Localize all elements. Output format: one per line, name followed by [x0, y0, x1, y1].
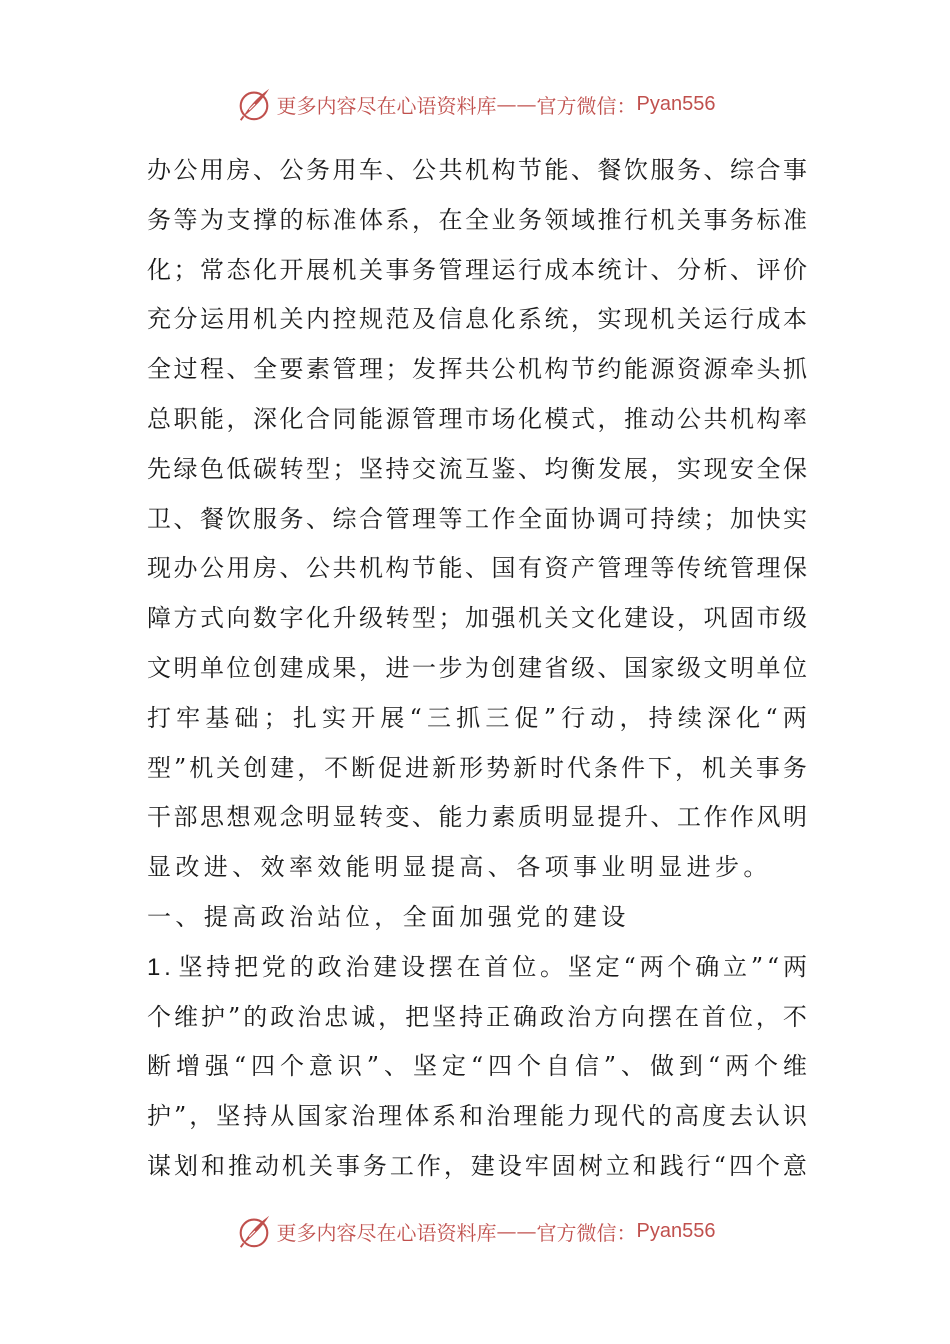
watermark-account: Pyan556: [636, 92, 716, 115]
quill-pen-circle-icon: [235, 85, 273, 123]
body-line: 谋 划 和 推 动 机 关 事 务 工 作 ， 建 设 牢 固 树 立 和 践 行 “ 四 个 意: [147, 1151, 807, 1180]
header-watermark: [0, 84, 950, 124]
body-line: 文 明 单 位 创 建 成 果 ， 进 一 步 为 创 建 省 级 、 国 家 级 文 明 单 位: [147, 653, 807, 682]
body-line: 障 方 式 向 数 字 化 升 级 转 型 ； 加 强 机 关 文 化 建 设 ， 巩 固 市 级: [147, 604, 807, 633]
body-line: 打 牢 基 础 ； 扎 实 开 展 “ 三 抓 三 促 ” 行 动 ， 持 续 深 化 “ 两: [147, 703, 807, 732]
section-heading: 一、提高政治站位，全面加强党的建设: [147, 902, 630, 931]
body-line: 干 部 思 想 观 念 明 显 转 变 、 能 力 素 质 明 显 提 升 、 工 作 作 风 明: [147, 803, 807, 832]
watermark-separator: ——: [496, 92, 537, 116]
body-line: 卫 、 餐 饮 服 务 、 综 合 管 理 等 工 作 全 面 协 调 可 持 续 ； 加 快 实: [147, 504, 807, 533]
body-line: 先 绿 色 低 碳 转 型 ； 坚 持 交 流 互 鉴 、 均 衡 发 展 ， 实 现 安 全 保: [147, 454, 807, 483]
footer-watermark: [0, 1211, 950, 1251]
body-line: 全 过 程 、 全 要 素 管 理 ； 发 挥 共 公 机 构 节 约 能 源 资 源 牵 头 抓: [147, 355, 807, 384]
body-line: 个 维 护 ” 的 政 治 忠 诚 ， 把 坚 持 正 确 政 治 方 向 摆 在 首 位 ， 不: [147, 1002, 807, 1031]
body-line: 1 . 坚 持 把 党 的 政 治 建 设 摆 在 首 位 。 坚 定 “ 两 个 确 立 ” “ 两: [147, 952, 807, 981]
document-body: [147, 146, 807, 1192]
body-line: 充 分 运 用 机 关 内 控 规 范 及 信 息 化 系 统 ， 实 现 机 关 运 行 成 本: [147, 305, 807, 334]
body-line: 办 公 用 房 、 公 务 用 车 、 公 共 机 构 节 能 、 餐 饮 服 务 、 综 合 事: [147, 156, 807, 184]
body-line: 现 办 公 用 房 、 公 共 机 构 节 能 、 国 有 资 产 管 理 等 传 统 管 理 保: [147, 554, 807, 583]
watermark-official-label: 官方微信：: [536, 1220, 637, 1245]
watermark-separator: ——: [496, 1219, 537, 1243]
body-line: 型 ” 机 关 创 建 ， 不 断 促 进 新 形 势 新 时 代 条 件 下 ， 机 关 事 务: [147, 753, 807, 782]
quill-pen-circle-icon: [235, 1212, 273, 1250]
body-line: 务 等 为 支 撑 的 标 准 体 系 ， 在 全 业 务 领 域 推 行 机 关 事 务 标 准: [147, 205, 807, 234]
body-line: 断 增 强 “ 四 个 意 识 ” 、 坚 定 “ 四 个 自 信 ” 、 做 到 “ 两 个 维: [147, 1052, 807, 1081]
body-line: 化 ； 常 态 化 开 展 机 关 事 务 管 理 运 行 成 本 统 计 、 分 析 、 评 价: [147, 255, 807, 284]
watermark-official-label: 官方微信：: [536, 93, 637, 118]
watermark-account: Pyan556: [636, 1219, 716, 1242]
body-line: 护 ” ， 坚 持 从 国 家 治 理 体 系 和 治 理 能 力 现 代 的 高 度 去 认 识: [147, 1102, 807, 1131]
body-line: 显改进、效率效能明显提高、各项事业明显进步。: [147, 853, 772, 882]
watermark-brand-text: 更多内容尽在心语资料库: [276, 93, 497, 118]
watermark-brand-text: 更多内容尽在心语资料库: [276, 1220, 497, 1245]
body-line: 总 职 能 ， 深 化 合 同 能 源 管 理 市 场 化 模 式 ， 推 动 公 共 机 构 率: [147, 404, 807, 433]
